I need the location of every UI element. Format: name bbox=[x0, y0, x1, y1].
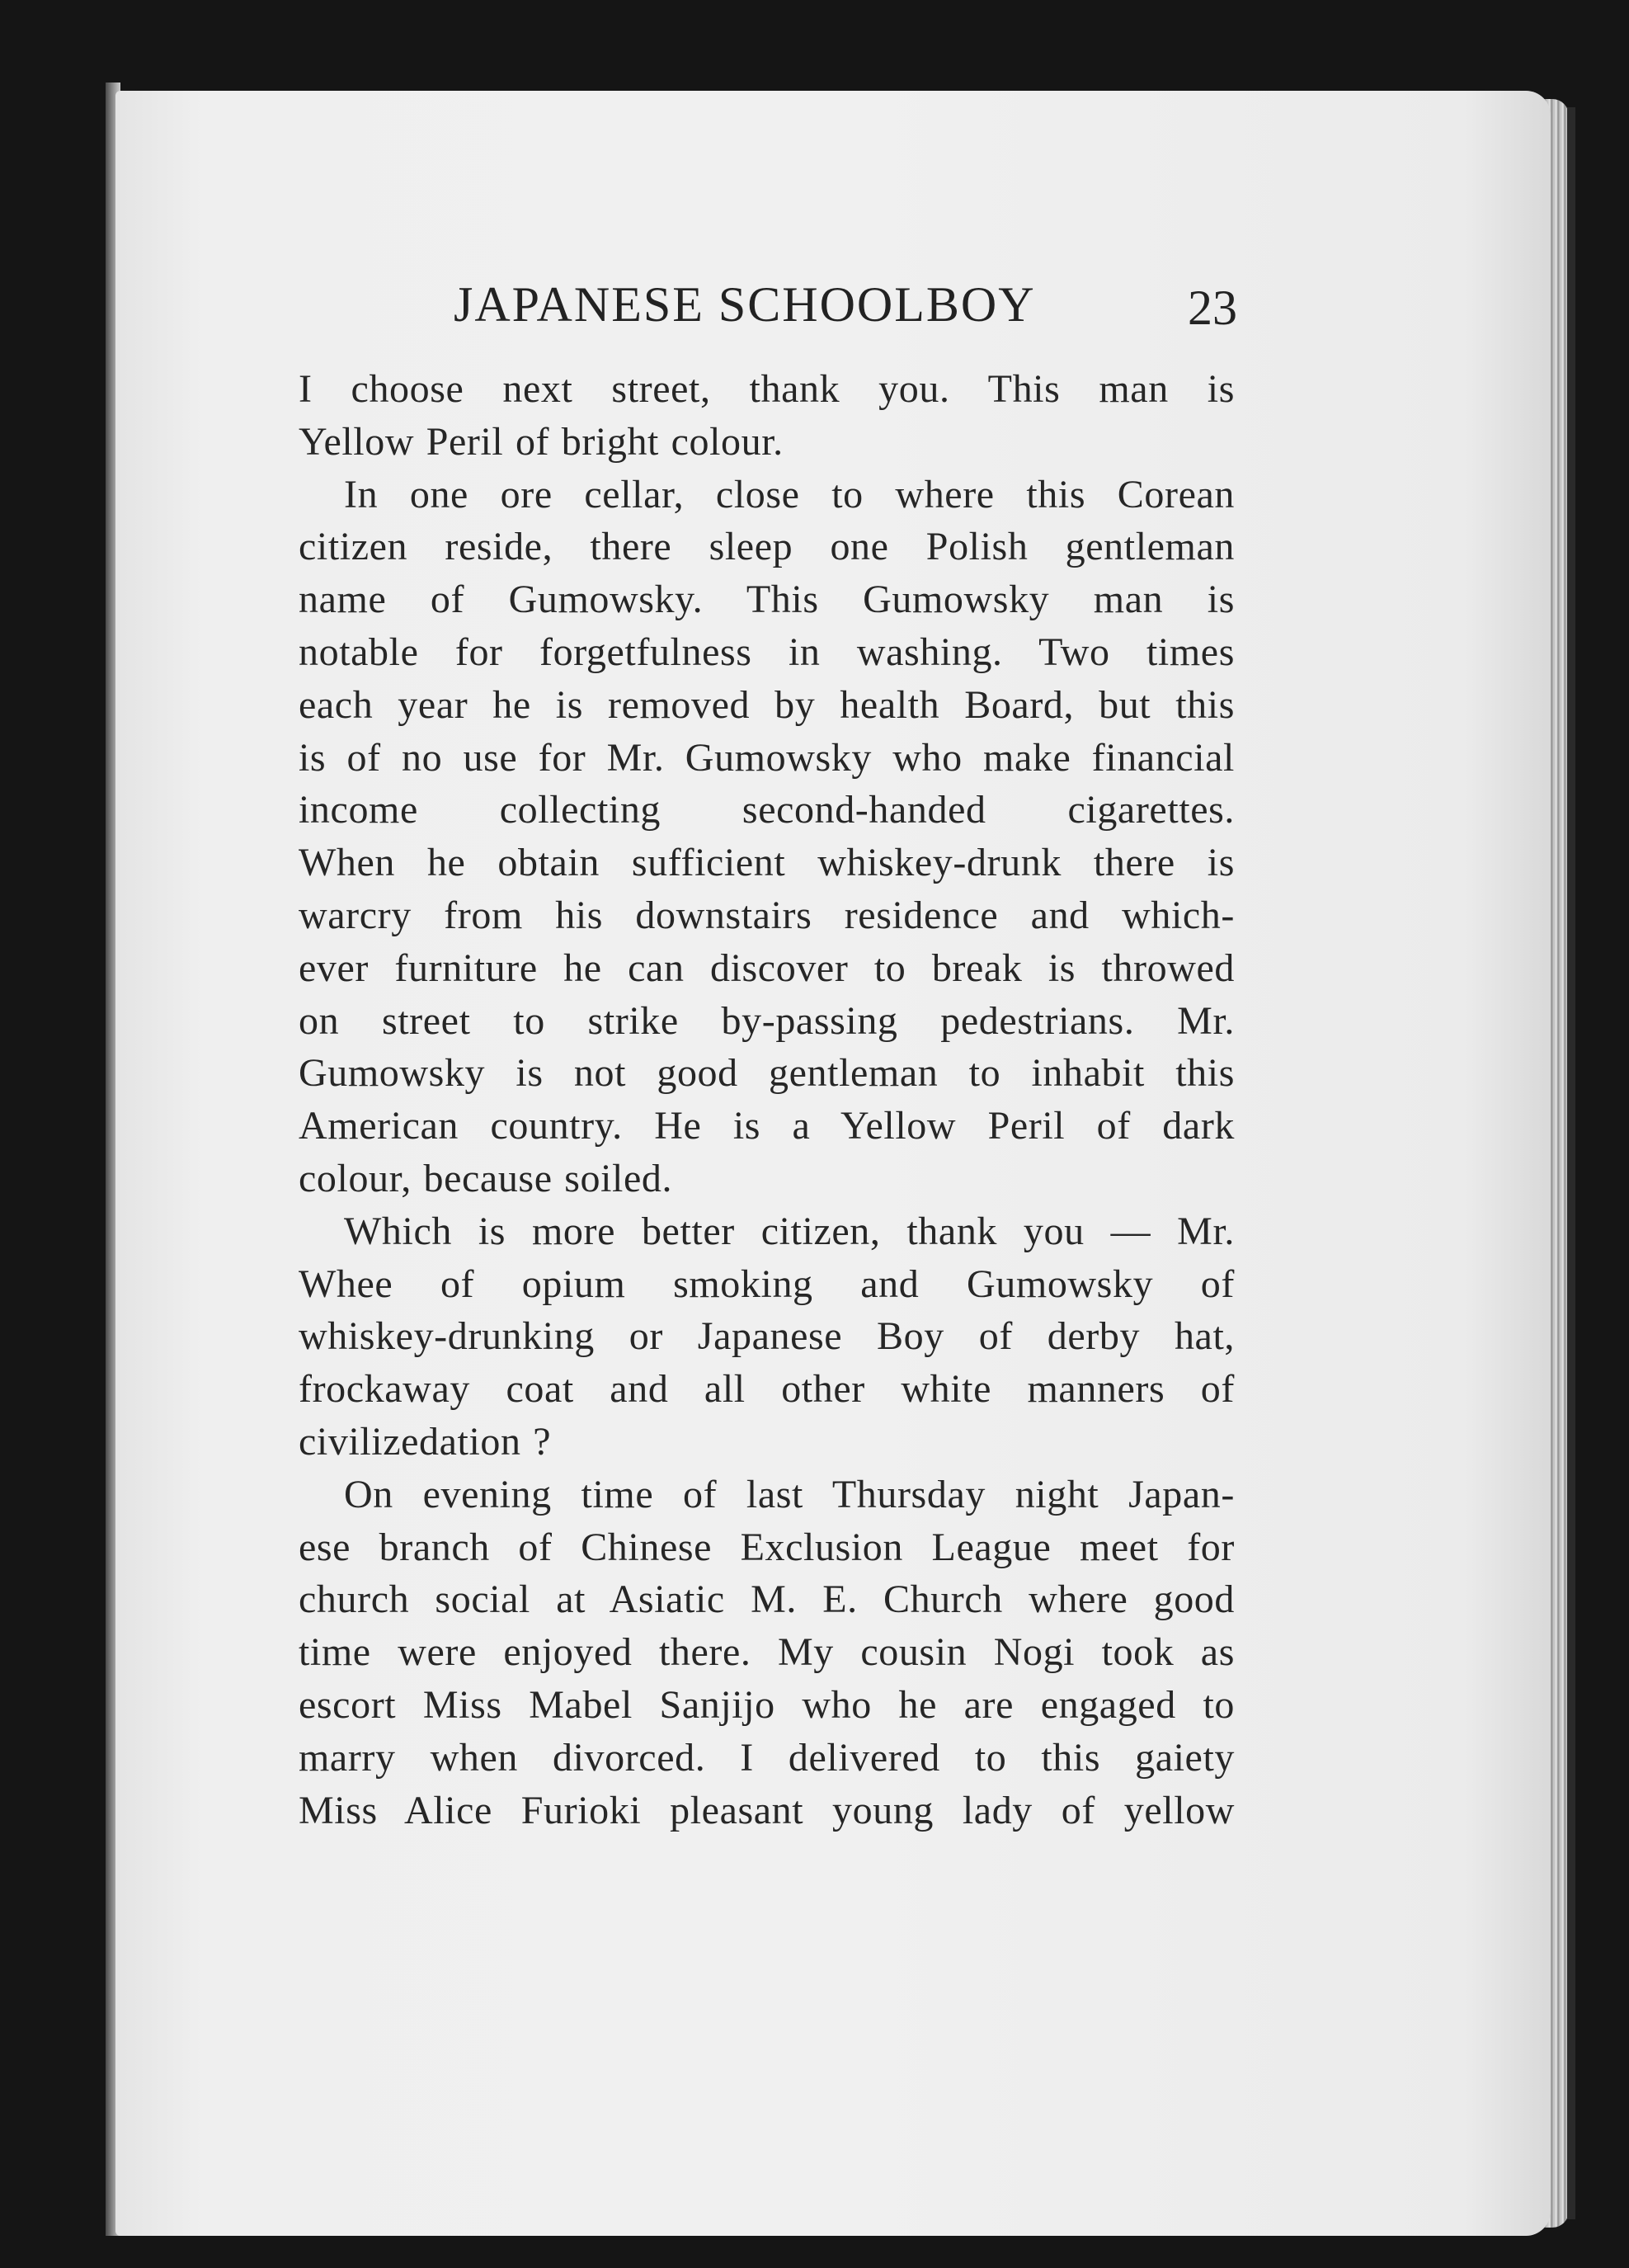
text-line: Miss Alice Furioki pleasant young lady of yellow bbox=[299, 1788, 1235, 1832]
text-line: ese branch of Chinese Exclusion League meet for bbox=[299, 1525, 1235, 1569]
text-line: citizen reside, there sleep one Polish gentleman bbox=[299, 525, 1235, 569]
text-line: frockaway coat and all other white manners of bbox=[299, 1367, 1235, 1412]
text-line: Which is more better citizen, thank you — Mr. bbox=[344, 1209, 1235, 1253]
text-line: In one ore cellar, close to where this Corean bbox=[344, 472, 1235, 516]
text-line: warcry from his downstairs residence and which- bbox=[299, 893, 1235, 937]
text-line: church social at Asiatic M. E. Church where good bbox=[299, 1577, 1235, 1622]
text-line: American country. He is a Yellow Peril of dark bbox=[299, 1104, 1235, 1148]
running-head bbox=[297, 276, 1237, 342]
text-line: on street to strike by-passing pedestrians. Mr. bbox=[299, 998, 1235, 1043]
text-line: is of no use for Mr. Gumowsky who make financial bbox=[299, 735, 1235, 780]
page-stack-shadow bbox=[1567, 107, 1575, 2219]
text-line: name of Gumowsky. This Gumowsky man is bbox=[299, 578, 1235, 622]
text-line: civilizedation ? bbox=[299, 1419, 552, 1464]
text-line: colour, because soiled. bbox=[299, 1156, 673, 1200]
body-text bbox=[299, 363, 1235, 1837]
text-line: marry when divorced. I delivered to this gaiety bbox=[299, 1735, 1235, 1780]
running-title: JAPANESE SCHOOLBOY bbox=[454, 277, 1036, 332]
text-line: whiskey-drunking or Japanese Boy of derby hat, bbox=[299, 1314, 1235, 1359]
text-line: income collecting second-handed cigarettes. bbox=[299, 788, 1235, 832]
text-line: I choose next street, thank you. This man is bbox=[299, 367, 1235, 411]
page-number: 23 bbox=[1188, 281, 1237, 335]
text-line: ever furniture he can discover to break is throwed bbox=[299, 945, 1235, 990]
text-line: time were enjoyed there. My cousin Nogi took as bbox=[299, 1630, 1235, 1675]
text-line: Whee of opium smoking and Gumowsky of bbox=[299, 1261, 1235, 1306]
text-line: notable for forgetfulness in washing. Two times bbox=[299, 629, 1235, 674]
text-line: each year he is removed by health Board, but this bbox=[299, 682, 1235, 727]
text-line: Yellow Peril of bright colour. bbox=[299, 419, 784, 464]
text-line: On evening time of last Thursday night Japan- bbox=[344, 1472, 1235, 1516]
text-line: When he obtain sufficient whiskey-drunk there is bbox=[299, 841, 1235, 885]
text-line: Gumowsky is not good gentleman to inhabit this bbox=[299, 1051, 1235, 1096]
text-line: escort Miss Mabel Sanjijo who he are engaged to bbox=[299, 1682, 1235, 1727]
